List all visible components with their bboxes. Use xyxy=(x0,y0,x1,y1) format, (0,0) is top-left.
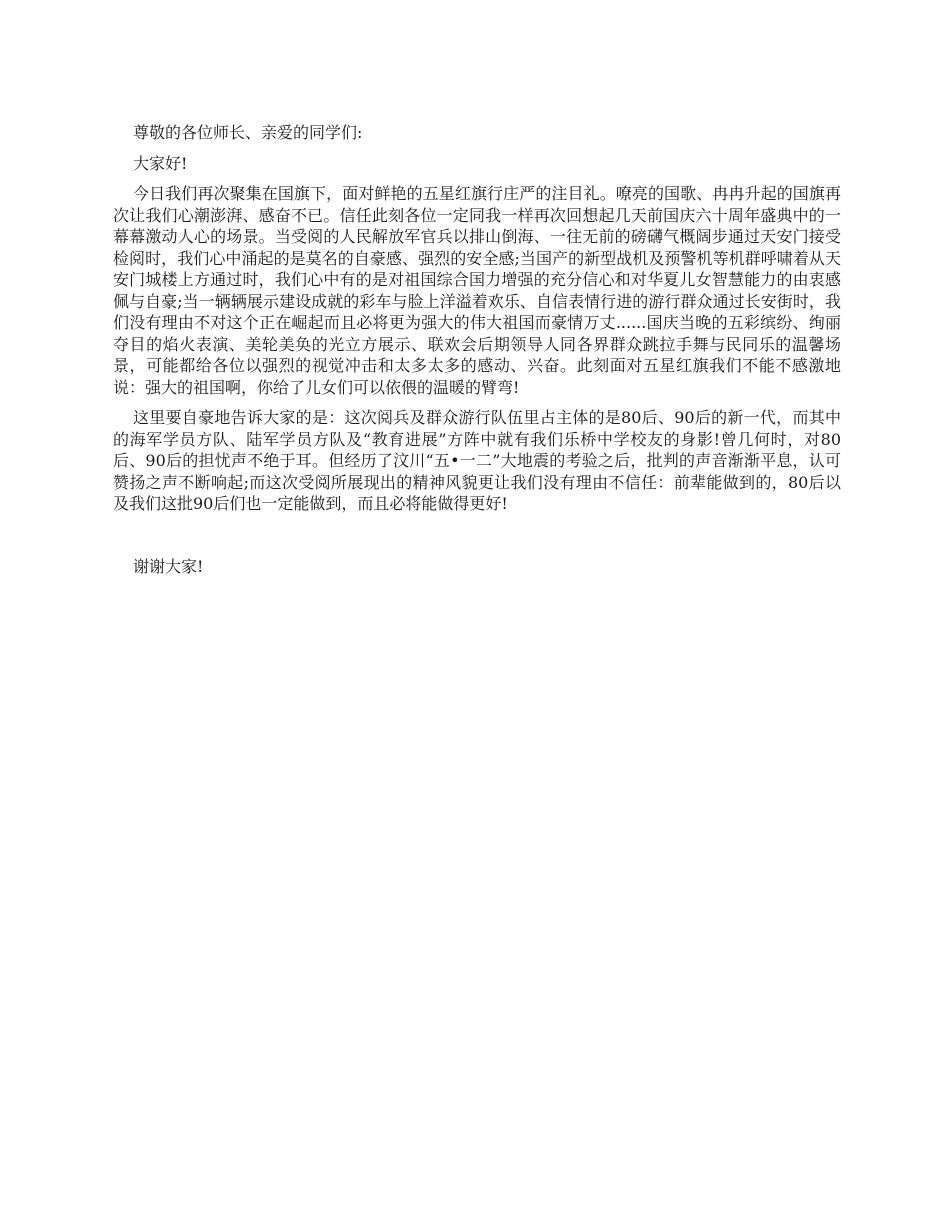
salutation-line: 大家好! xyxy=(133,153,188,173)
greeting-line: 尊敬的各位师长、亲爱的同学们: xyxy=(133,123,363,142)
body-paragraph-2: 这里要自豪地告诉大家的是：这次阅兵及群众游行队伍里占主体的是80后、90后的新一代，而其中的海军学员方队、陆军学员方队及“教育进展”方阵中就有我们乐桥中学校友的身影!曾几何时，对80后、90后的担忧声不绝于耳。但经历了汶川“五•一二”大地震的考验之后，批判的声音渐渐平息，认可赞扬之声不断响起;而这次受阅所展现出的精神风貌更让我们没有理由不信任：前辈能做到的，80后以及我们这批90后们也一定能做到，而且必将能做得更好! xyxy=(113,408,841,513)
closing-line: 谢谢大家! xyxy=(133,556,204,576)
document-page xyxy=(113,122,841,586)
body-paragraph-1: 今日我们再次聚集在国旗下，面对鲜艳的五星红旗行庄严的注目礼。嘹亮的国歌、冉冉升起的国旗再次让我们心潮澎湃、感奋不已。信任此刻各位一定同我一样再次回想起几天前国庆六十周年盛典中的一幕幕激动人心的场景。当受阅的人民解放军官兵以排山倒海、一往无前的磅礴气概阔步通过天安门接受检阅时，我们心中涌起的是莫名的自豪感、强烈的安全感;当国产的新型战机及预警机等机群呼啸着从天安门城楼上方通过时，我们心中有的是对祖国综合国力增强的充分信心和对华夏儿女智慧能力的由衷感佩与自豪;当一辆辆展示建设成就的彩车与脸上洋溢着欢乐、自信表情行进的游行群众通过长安街时，我们没有理由不对这个正在崛起而且必将更为强大的伟大祖国而豪情万丈......国庆当晚的五彩缤纷、绚丽夺目的焰火表演、美轮美奂的光立方展示、联欢会后期领导人同各界群众跳拉手舞与民同乐的温馨场景，可能都给各位以强烈的视觉冲击和太多太多的感动、兴奋。此刻面对五星红旗我们不能不感激地说：强大的祖国啊，你给了儿女们可以依偎的温暖的臂弯! xyxy=(113,184,841,397)
